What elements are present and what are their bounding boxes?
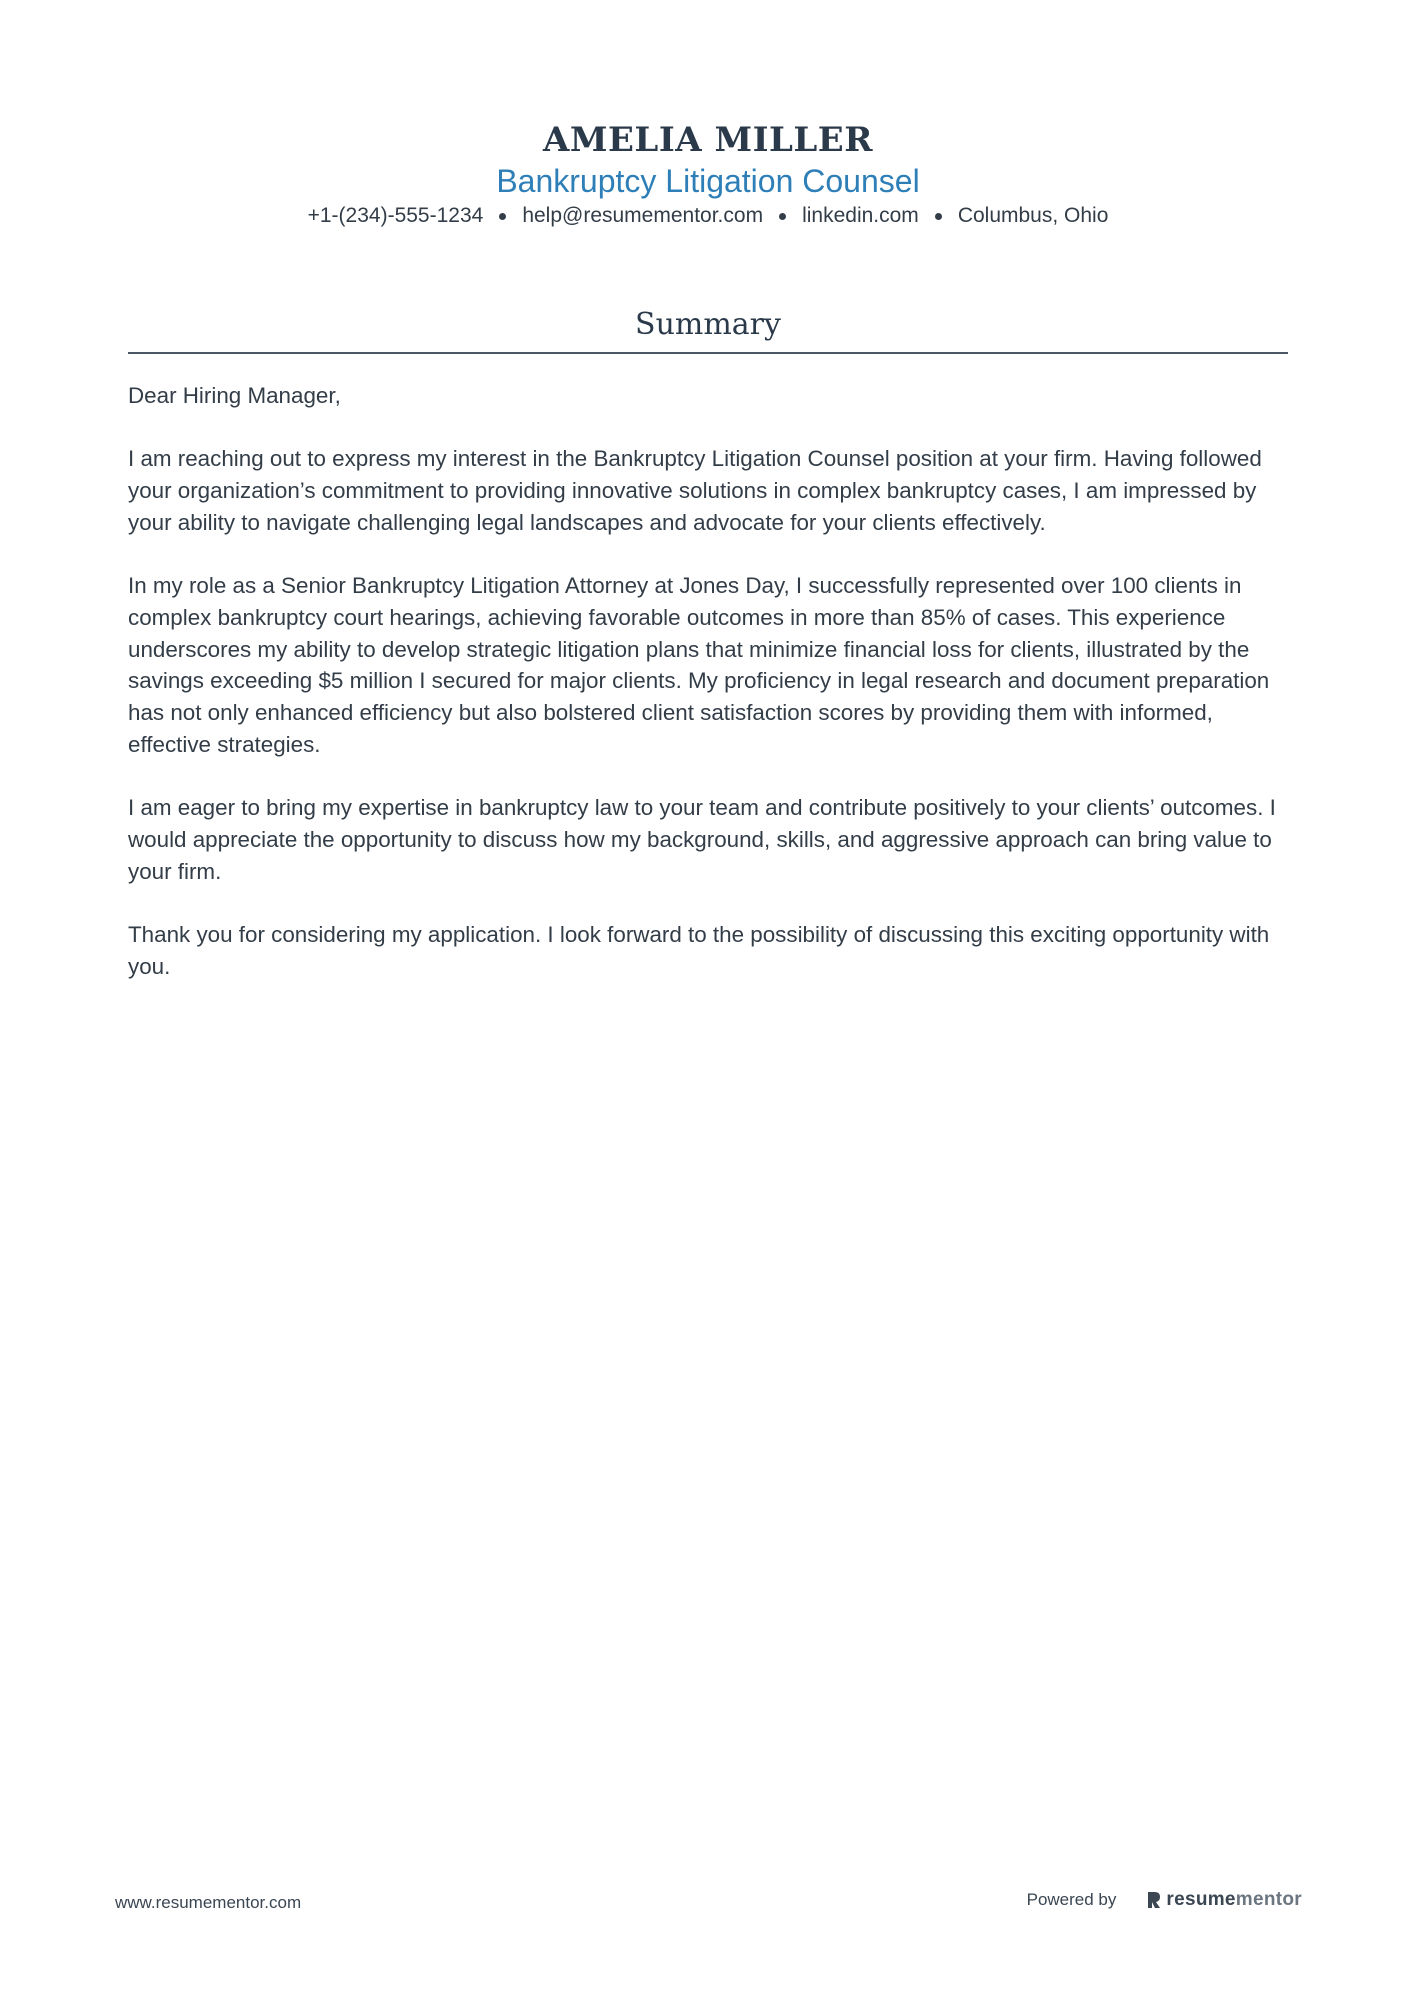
letter-paragraph: I am reaching out to express my interest in the Bankruptcy Litigation Counsel position at your firm. Having followed your organization’s commitment to providing innovative solutions in complex bankruptcy cases, I am impressed by your ability to navigate challenging legal landscapes and advocate for your clients effectively. bbox=[128, 446, 1262, 535]
brand-name-part1: resume bbox=[1166, 1889, 1236, 1910]
section-title: Summary bbox=[635, 307, 781, 342]
resumementor-logo-icon bbox=[1146, 1890, 1162, 1910]
contact-line bbox=[128, 202, 1288, 230]
contact-location: Columbus, Ohio bbox=[957, 204, 1109, 227]
contact-email[interactable]: help@resumementor.com bbox=[522, 204, 764, 227]
brand-logo[interactable] bbox=[1146, 1888, 1302, 1912]
job-title: Bankruptcy Litigation Counsel bbox=[496, 163, 920, 199]
letter-paragraph: I am eager to bring my expertise in bankruptcy law to your team and contribute positively to your clients’ outcomes. I would appreciate the opportunity to discuss how my background, skills, and aggressive approach can bring value to your firm. bbox=[128, 795, 1276, 884]
salutation: Dear Hiring Manager, bbox=[128, 383, 341, 408]
contact-linkedin[interactable]: linkedin.com bbox=[802, 204, 919, 227]
section-divider bbox=[128, 352, 1288, 354]
bullet-separator bbox=[935, 213, 942, 220]
candidate-name: AMELIA MILLER bbox=[543, 120, 873, 160]
letter-paragraph: In my role as a Senior Bankruptcy Litigation Attorney at Jones Day, I successfully represented over 100 clients in complex bankruptcy court hearings, achieving favorable outcomes in more than 85% of cases. This experience underscores my ability to develop strategic litigation plans that minimize financial loss for clients, illustrated by the savings exceeding $5 million I secured for major clients. My proficiency in legal research and document preparation has not only enhanced efficiency but also bolstered client satisfaction scores by providing them with informed, effective strategies. bbox=[128, 573, 1270, 757]
powered-by-label: Powered by bbox=[1026, 1890, 1117, 1909]
brand-name-part2: mentor bbox=[1235, 1889, 1302, 1910]
bullet-separator bbox=[499, 213, 506, 220]
header bbox=[128, 118, 1288, 230]
bullet-separator bbox=[779, 213, 786, 220]
footer-branding bbox=[1027, 1888, 1302, 1912]
contact-phone: +1-(234)-555-1234 bbox=[307, 204, 484, 227]
footer-website[interactable]: www.resumementor.com bbox=[115, 1893, 302, 1912]
letter-body bbox=[128, 380, 1293, 1014]
letter-paragraph: Thank you for considering my application. I look forward to the possibility of discussing this exciting opportunity with you. bbox=[128, 921, 1270, 979]
